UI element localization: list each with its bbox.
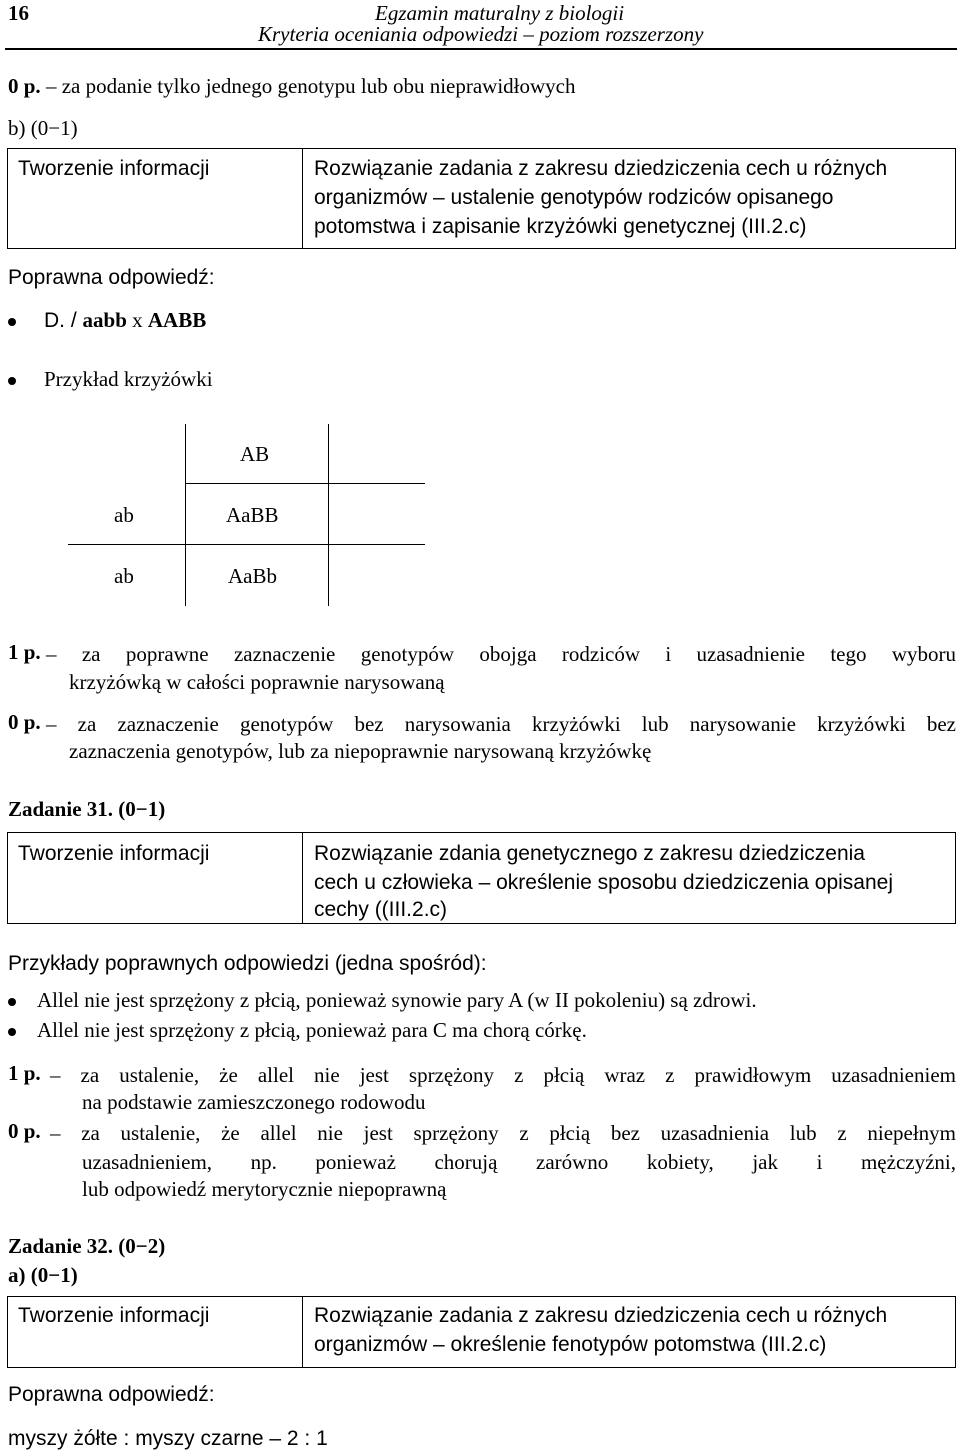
requirement-line-2: cech u człowieka – określenie sposobu dziedziczenia opisanej <box>314 871 894 894</box>
page-number: 16 <box>8 1 29 25</box>
score-0-text: – za zaznaczenie genotypów bez narysowania krzyżówki lub narysowanie krzyżówki bez <box>46 712 956 736</box>
score-1-text-cont: na podstawie zamieszczonego rodowodu <box>82 1090 426 1114</box>
answer-text: myszy żółte : myszy czarne – 2 : 1 <box>8 1427 328 1450</box>
requirement-line-1: Rozwiązanie zdania genetycznego z zakresu dziedziczenia <box>314 842 865 865</box>
score-1-text: – za poprawne zaznaczenie genotypów obojga rodziców i uzasadnienie tego wyboru <box>46 642 956 666</box>
prev-score-0: 0 p. – za podanie tylko jednego genotypu lub obu nieprawidłowych <box>8 74 576 98</box>
header-subtitle: Kryteria oceniania odpowiedzi – poziom rozszerzony <box>258 22 704 46</box>
score-0-label: 0 p. <box>8 710 41 734</box>
example-item: Allel nie jest sprzężony z płcią, ponieważ synowie pary A (w II pokoleniu) są zdrowi. <box>37 988 757 1012</box>
category-cell: Tworzenie informacji <box>18 842 210 865</box>
punnett-row-gamete: ab <box>114 503 134 527</box>
answer-label: Poprawna odpowiedź: <box>8 266 215 289</box>
header-rule <box>5 48 957 50</box>
bullet <box>8 1028 16 1036</box>
score-0-text: – za ustalenie, że allel nie jest sprzężony z płcią bez uzasadnienia lub z niepełnym <box>50 1121 956 1145</box>
part-b-requirement-table <box>7 148 956 249</box>
example-label: Przykład krzyżówki <box>44 367 213 391</box>
score-0-label: 0 p. <box>8 1119 41 1143</box>
score-0-text-cont: lub odpowiedź merytorycznie niepoprawną <box>82 1177 447 1201</box>
score-0-text-cont: zaznaczenia genotypów, lub za niepoprawnie narysowaną krzyżówkę <box>69 739 652 763</box>
score-1-text-cont: krzyżówką w całości poprawnie narysowaną <box>69 670 445 694</box>
examples-label: Przykłady poprawnych odpowiedzi (jedna spośród): <box>8 952 487 975</box>
task-32-title: Zadanie 32. (0−2) <box>8 1234 166 1258</box>
part-b-label: b) (0−1) <box>8 116 78 140</box>
task-31-title: Zadanie 31. (0−1) <box>8 797 166 821</box>
requirement-line-1: Rozwiązanie zadania z zakresu dziedziczenia cech u różnych <box>314 157 888 180</box>
score-1-text: – za ustalenie, że allel nie jest sprzężony z płcią wraz z prawidłowym uzasadnieniem <box>50 1063 956 1087</box>
score-0-text-cont: uzasadnieniem, np. ponieważ chorują zarówno kobiety, jak i mężczyźni, <box>82 1150 956 1174</box>
bullet <box>8 318 16 326</box>
requirement-line-3: potomstwa i zapisanie krzyżówki genetycznej (III.2.c) <box>314 215 807 238</box>
punnett-row-gamete: ab <box>114 564 134 588</box>
category-cell: Tworzenie informacji <box>18 157 210 180</box>
bullet <box>8 377 16 385</box>
requirement-line-2: organizmów – określenie fenotypów potomstwa (III.2.c) <box>314 1333 827 1356</box>
requirement-line-3: cechy ((III.2.c) <box>314 898 448 921</box>
answer-genotypes: D. / aabb x AABB <box>44 308 207 332</box>
requirement-line-2: organizmów – ustalenie genotypów rodziców opisanego <box>314 186 834 209</box>
task-32-requirement-table <box>7 1296 956 1368</box>
score-1-label: 1 p. <box>8 1061 41 1085</box>
task-32-part-a-label: a) (0−1) <box>8 1263 78 1287</box>
punnett-col-header: AB <box>240 442 270 466</box>
punnett-cell: AaBb <box>228 564 277 588</box>
task-31-requirement-table <box>7 832 956 924</box>
score-1-label: 1 p. <box>8 640 41 664</box>
bullet <box>8 998 16 1006</box>
answer-label: Poprawna odpowiedź: <box>8 1383 215 1406</box>
header-title: Egzamin maturalny z biologii <box>375 1 625 25</box>
punnett-cell: AaBB <box>226 503 279 527</box>
example-item: Allel nie jest sprzężony z płcią, ponieważ para C ma chorą córkę. <box>37 1018 587 1042</box>
requirement-line-1: Rozwiązanie zadania z zakresu dziedziczenia cech u różnych <box>314 1304 888 1327</box>
category-cell: Tworzenie informacji <box>18 1304 210 1327</box>
